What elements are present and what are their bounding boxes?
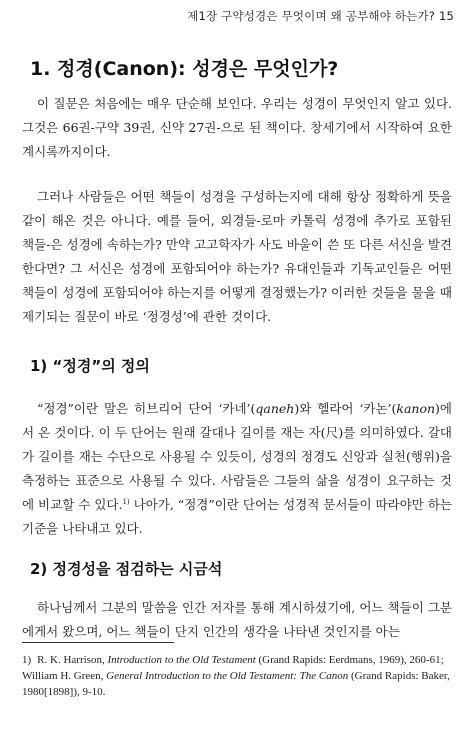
term-qaneh: qaneh (255, 401, 295, 416)
definition-text-c: )에서 온 것이다. 이 두 단어는 원래 갈대나 길이를 재는 자(尺)를 의미하였다. 갈대가 길이를 재는 수단으로 사용될 수 있듯이, 성경의 정경도 신앙과 실천(행위)을 측정하는 표준으로 사용될 수 있다. 사람들은 그들의 삶을 성경이 요구하는 것에 비교할 수 있다. (22, 401, 452, 512)
section-heading-definition: 1) “정경”의 정의 (30, 357, 150, 375)
footnote-text-3: (Grand Rapids: Baker, 1980[1898]), 9-10. (22, 670, 450, 698)
running-header: 제1장 구약성경은 무엇이며 왜 공부해야 하는가? 15 (187, 9, 454, 23)
definition-text-b: )와 헬라어 ‘카논’( (294, 401, 397, 416)
footnote-book-title-2: General Introduction to the Old Testament: The Canon (106, 670, 349, 682)
definition-text-d: 나아가, “정경”이란 단어는 성경적 문서들이 따라야만 하는 기준을 나타내고 있다. (22, 497, 453, 536)
section-heading-touchstone: 2) 정경성을 점검하는 시금석 (30, 560, 223, 578)
footnote-reference[interactable]: 1) (122, 497, 130, 506)
paragraph-touchstone: 하나님께서 그분의 말씀을 인간 저자를 통해 계시하셨기에, 어느 책들이 그분에게서 왔으며, 어느 책들이 단지 인간의 생각을 나타낸 것인지를 아는 (22, 600, 452, 639)
paragraph-definition (22, 397, 452, 541)
footnote-text-2: (Grand Rapids: Eerdmans, 1969), 260-61; William H. Green, (22, 654, 444, 682)
footnote-text-1: R. K. Harrison, (37, 654, 108, 666)
footnote-book-title-1: Introduction to the Old Testament (107, 654, 256, 666)
footnote-number: 1) (22, 654, 32, 666)
footnote (22, 652, 452, 700)
definition-text-a: “정경”이란 말은 히브리어 단어 ‘카네’( (37, 401, 256, 416)
footnote-divider (22, 642, 174, 643)
paragraph-canon-question: 그러나 사람들은 어떤 책들이 성경을 구성하는지에 대해 항상 정확하게 뜻을 같이 해온 것은 아니다. 예를 들어, 외경들-로마 카톨릭 성경에 추가로 포함된 책들-은 성경에 속하는가? 만약 고고학자가 사도 바울이 쓴 또 다른 서신을 발견한다면? 그 서신은 성경에 포함되어야 하는가? 유대인들과 기독교인들은 어떤 책들이 성경에 포함되어야 하는지를 어떻게 결정했는가? 이러한 것들을 물을 때 제기되는 질문이 바로 ‘정경성’에 관한 것이다. (22, 189, 452, 324)
paragraph-intro: 이 질문은 처음에는 매우 단순해 보인다. 우리는 성경이 무엇인지 알고 있다. 그것은 66권-구약 39권, 신약 27권-으로 된 책이다. 창세기에서 시작하여 요한계시록까지이다. (22, 96, 452, 159)
term-kanon: kanon (396, 401, 436, 416)
chapter-title: 1. 정경(Canon): 성경은 무엇인가? (30, 58, 339, 80)
